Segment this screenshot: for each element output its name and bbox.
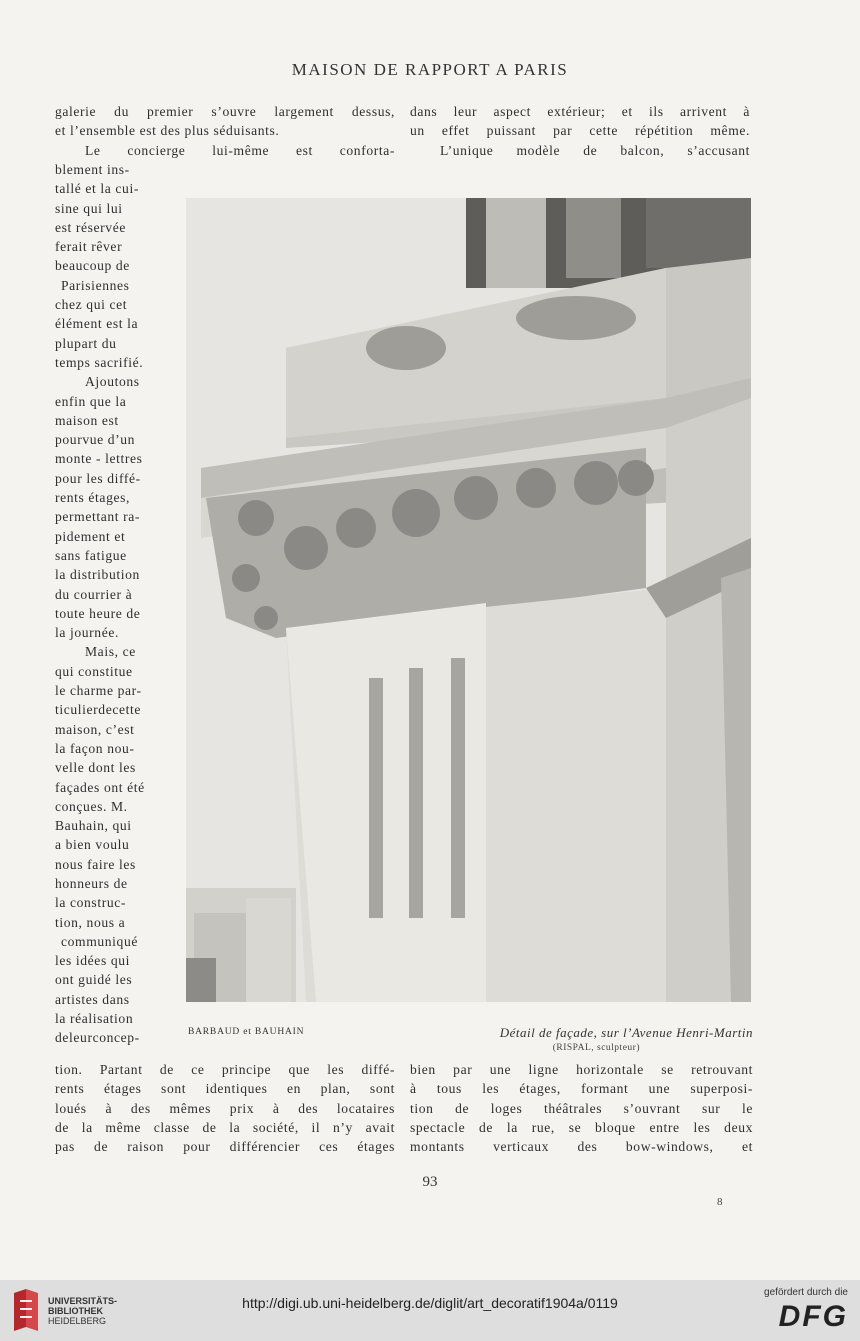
figure-credit: (RISPAL, sculpteur) <box>552 1043 640 1053</box>
text-line: honneurs de <box>55 875 128 891</box>
text-line: de la même classe de la société, il n’y avait <box>55 1119 395 1135</box>
text-line: rents étages, <box>55 490 130 506</box>
text-line: communiqué <box>61 933 138 949</box>
text-line: conçues. M. <box>55 798 128 814</box>
signature-mark: 8 <box>717 1196 723 1208</box>
text-line: maison est <box>55 412 119 428</box>
text-line: Bauhain, qui <box>55 818 132 834</box>
text-line: enfin que la <box>55 393 127 409</box>
text-line: montants verticaux des bow-windows, et <box>410 1139 753 1155</box>
text-line: a bien voulu <box>55 837 130 853</box>
text-line: la distribution <box>55 567 140 583</box>
text-line: tion. Partant de ce principe que les diffé- <box>55 1062 395 1077</box>
text-line: la construc- <box>55 895 126 911</box>
text-line: Le concierge lui-même est conforta- <box>85 142 395 158</box>
text-line: maison, c’est <box>55 721 135 737</box>
page-title: MAISON DE RAPPORT A PARIS <box>291 60 569 79</box>
text-line: pidement et <box>55 528 126 544</box>
text-line: ont guidé les <box>55 972 133 988</box>
text-line: permettant ra- <box>55 509 141 525</box>
text-line: artistes dans <box>55 991 130 1007</box>
text-line: tion, nous a <box>55 914 126 930</box>
text-line: la journée. <box>55 625 119 641</box>
text-line: ferait rêver <box>55 239 123 255</box>
right-column-bottom <box>410 1060 753 1156</box>
text-line: loués à des mêmes prix à des locataires <box>55 1100 395 1116</box>
text-line: pour les diffé- <box>55 470 141 486</box>
text-line: ticulierdecette <box>55 702 141 718</box>
text-line: velle dont les <box>55 760 136 776</box>
text-line: tion de loges théâtrales s’ouvrant sur le <box>410 1100 753 1116</box>
text-line: rents étages sont identiques en plan, sont <box>55 1081 395 1097</box>
text-line: toute heure de <box>55 605 141 621</box>
page-number: 93 <box>422 1174 438 1190</box>
text-line: plupart du <box>55 335 117 351</box>
source-url-link[interactable]: http://digi.ub.uni-heidelberg.de/diglit/art_decoratif1904a/0119 <box>242 1295 618 1311</box>
text-line: à tous les étages, formant une superposi- <box>410 1081 753 1097</box>
figure-title: Détail de façade, sur l’Avenue Henri-Martin <box>499 1025 753 1040</box>
text-line: monte - lettres <box>55 451 143 467</box>
dfg-logo[interactable]: DFG <box>778 1300 848 1333</box>
text-line: sine qui lui <box>55 200 123 216</box>
text-line: spectacle de la rue, se bloque entre les deux <box>410 1119 753 1135</box>
text-line: est réservée <box>55 219 126 235</box>
text-line: sans fatigue <box>55 547 127 563</box>
text-line: les idées qui <box>55 953 130 969</box>
text-line: blement ins- <box>55 162 130 177</box>
text-line: dans leur aspect extérieur; et ils arrivent à <box>410 104 750 119</box>
text-line: Parisiennes <box>61 277 130 293</box>
left-column-top <box>55 102 395 160</box>
text-line: un effet puissant par cette répétition même. <box>410 123 750 139</box>
text-line: le charme par- <box>55 683 142 699</box>
facade-photograph <box>186 198 751 1002</box>
text-line: la façon nou- <box>55 740 135 756</box>
text-line: temps sacrifié. <box>55 354 144 370</box>
text-line: façades ont été <box>55 779 145 795</box>
narrow-text-column <box>55 160 162 1048</box>
text-line: élément est la <box>55 316 139 332</box>
library-line: UNIVERSITÄTS- <box>48 1296 118 1306</box>
right-column-top <box>410 102 750 160</box>
text-line: du courrier à <box>55 586 133 602</box>
text-line: nous faire les <box>55 856 136 872</box>
text-line: la réalisation <box>55 1011 134 1027</box>
text-line: qui constitue <box>55 663 133 679</box>
text-line: pourvue d’un <box>55 432 136 448</box>
funder-label: gefördert durch die <box>764 1287 848 1298</box>
text-line: pas de raison pour différencier ces étages <box>55 1139 395 1155</box>
left-column-bottom <box>55 1060 395 1156</box>
text-line: deleurconcep- <box>55 1030 140 1046</box>
library-line: HEIDELBERG <box>48 1316 107 1326</box>
text-line: L’unique modèle de balcon, s’accusant <box>440 142 750 158</box>
text-line: beaucoup de <box>55 258 130 274</box>
figure-architects: BARBAUD et BAUHAIN <box>188 1027 305 1037</box>
text-line: Mais, ce <box>85 644 136 660</box>
text-line: et l’ensemble est des plus séduisants. <box>55 123 280 139</box>
text-line: chez qui cet <box>55 297 128 313</box>
text-line: bien par une ligne horizontale se retrouvant <box>410 1062 753 1077</box>
library-line: BIBLIOTHEK <box>48 1306 103 1316</box>
text-line: Ajoutons <box>85 374 140 390</box>
text-line: tallé et la cui- <box>55 181 139 197</box>
viewer-footer <box>0 1280 860 1341</box>
text-line: galerie du premier s’ouvre largement dessus, <box>55 104 395 119</box>
